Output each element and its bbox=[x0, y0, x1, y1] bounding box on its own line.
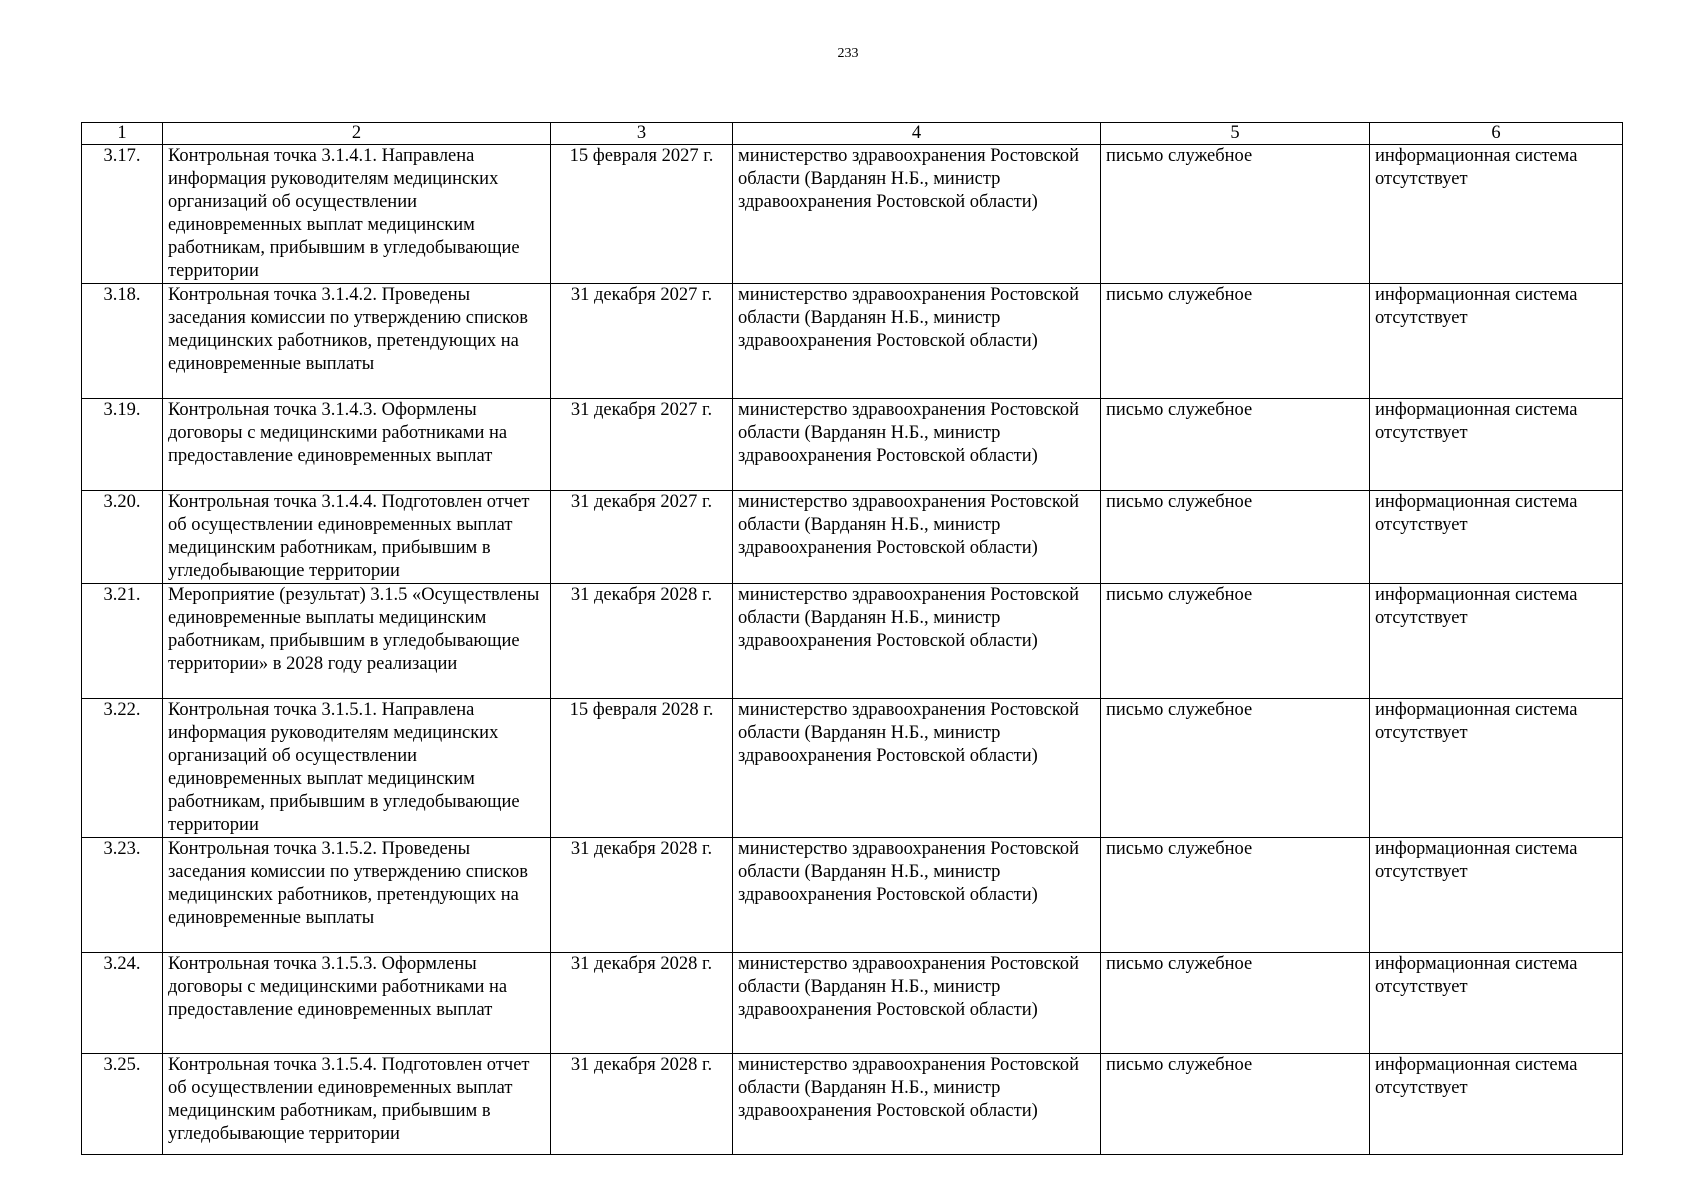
row-document: письмо служебное bbox=[1101, 399, 1370, 491]
row-system: информационная система отсутствует bbox=[1370, 584, 1623, 699]
table-row bbox=[82, 399, 1623, 491]
header-row bbox=[82, 123, 1623, 145]
row-responsible: министерство здравоохранения Ростовской области (Варданян Н.Б., министр здравоохранения Ростовской области) bbox=[733, 399, 1101, 491]
table-row bbox=[82, 491, 1623, 584]
header-cell-3: 3 bbox=[551, 123, 733, 145]
table-row bbox=[82, 838, 1623, 953]
table-row bbox=[82, 699, 1623, 838]
row-system: информационная система отсутствует bbox=[1370, 699, 1623, 838]
row-number: 3.22. bbox=[82, 699, 163, 838]
row-document: письмо служебное bbox=[1101, 953, 1370, 1054]
row-number: 3.23. bbox=[82, 838, 163, 953]
row-number: 3.25. bbox=[82, 1054, 163, 1155]
header-cell-5: 5 bbox=[1101, 123, 1370, 145]
row-system: информационная система отсутствует bbox=[1370, 838, 1623, 953]
table-row bbox=[82, 1054, 1623, 1155]
row-date: 31 декабря 2027 г. bbox=[551, 399, 733, 491]
row-document: письмо служебное bbox=[1101, 491, 1370, 584]
header-cell-6: 6 bbox=[1370, 123, 1623, 145]
row-name: Контрольная точка 3.1.4.1. Направлена информация руководителям медицинских организаций об осуществлении единовременных выплат медицинским работникам, прибывшим в угледобывающие территории bbox=[163, 145, 551, 284]
row-name: Контрольная точка 3.1.5.2. Проведены заседания комиссии по утверждению списков медицинских работников, претендующих на единовременные выплаты bbox=[163, 838, 551, 953]
row-system: информационная система отсутствует bbox=[1370, 953, 1623, 1054]
control-points-table bbox=[81, 122, 1623, 1155]
row-name: Мероприятие (результат) 3.1.5 «Осуществлены единовременные выплаты медицинским работникам, прибывшим в угледобывающие территории» в 2028 году реализации bbox=[163, 584, 551, 699]
row-name: Контрольная точка 3.1.5.4. Подготовлен отчет об осуществлении единовременных выплат медицинским работникам, прибывшим в угледобывающие территории bbox=[163, 1054, 551, 1155]
row-date: 31 декабря 2027 г. bbox=[551, 491, 733, 584]
row-number: 3.18. bbox=[82, 284, 163, 399]
row-number: 3.17. bbox=[82, 145, 163, 284]
row-name: Контрольная точка 3.1.4.4. Подготовлен отчет об осуществлении единовременных выплат медицинским работникам, прибывшим в угледобывающие территории bbox=[163, 491, 551, 584]
row-date: 15 февраля 2028 г. bbox=[551, 699, 733, 838]
row-responsible: министерство здравоохранения Ростовской области (Варданян Н.Б., министр здравоохранения Ростовской области) bbox=[733, 953, 1101, 1054]
row-date: 15 февраля 2027 г. bbox=[551, 145, 733, 284]
row-number: 3.19. bbox=[82, 399, 163, 491]
row-system: информационная система отсутствует bbox=[1370, 399, 1623, 491]
row-number: 3.21. bbox=[82, 584, 163, 699]
row-date: 31 декабря 2028 г. bbox=[551, 584, 733, 699]
row-responsible: министерство здравоохранения Ростовской области (Варданян Н.Б., министр здравоохранения Ростовской области) bbox=[733, 145, 1101, 284]
row-name: Контрольная точка 3.1.4.3. Оформлены договоры с медицинскими работниками на предоставление единовременных выплат bbox=[163, 399, 551, 491]
row-document: письмо служебное bbox=[1101, 699, 1370, 838]
row-system: информационная система отсутствует bbox=[1370, 284, 1623, 399]
row-responsible: министерство здравоохранения Ростовской области (Варданян Н.Б., министр здравоохранения Ростовской области) bbox=[733, 1054, 1101, 1155]
table-row bbox=[82, 584, 1623, 699]
row-name: Контрольная точка 3.1.5.3. Оформлены договоры с медицинскими работниками на предоставление единовременных выплат bbox=[163, 953, 551, 1054]
header-cell-2: 2 bbox=[163, 123, 551, 145]
row-date: 31 декабря 2028 г. bbox=[551, 953, 733, 1054]
row-document: письмо служебное bbox=[1101, 145, 1370, 284]
row-document: письмо служебное bbox=[1101, 284, 1370, 399]
row-date: 31 декабря 2027 г. bbox=[551, 284, 733, 399]
row-name: Контрольная точка 3.1.4.2. Проведены заседания комиссии по утверждению списков медицинских работников, претендующих на единовременные выплаты bbox=[163, 284, 551, 399]
row-number: 3.24. bbox=[82, 953, 163, 1054]
page-number: 233 bbox=[837, 46, 859, 61]
row-responsible: министерство здравоохранения Ростовской области (Варданян Н.Б., министр здравоохранения Ростовской области) bbox=[733, 838, 1101, 953]
row-responsible: министерство здравоохранения Ростовской области (Варданян Н.Б., министр здравоохранения Ростовской области) bbox=[733, 699, 1101, 838]
row-responsible: министерство здравоохранения Ростовской области (Варданян Н.Б., министр здравоохранения Ростовской области) bbox=[733, 491, 1101, 584]
row-date: 31 декабря 2028 г. bbox=[551, 838, 733, 953]
row-number: 3.20. bbox=[82, 491, 163, 584]
row-name: Контрольная точка 3.1.5.1. Направлена информация руководителям медицинских организаций об осуществлении единовременных выплат медицинским работникам, прибывшим в угледобывающие территории bbox=[163, 699, 551, 838]
row-document: письмо служебное bbox=[1101, 584, 1370, 699]
row-system: информационная система отсутствует bbox=[1370, 491, 1623, 584]
table-row bbox=[82, 953, 1623, 1054]
row-responsible: министерство здравоохранения Ростовской области (Варданян Н.Б., министр здравоохранения Ростовской области) bbox=[733, 284, 1101, 399]
row-date: 31 декабря 2028 г. bbox=[551, 1054, 733, 1155]
row-document: письмо служебное bbox=[1101, 838, 1370, 953]
row-system: информационная система отсутствует bbox=[1370, 1054, 1623, 1155]
table-row bbox=[82, 284, 1623, 399]
header-cell-4: 4 bbox=[733, 123, 1101, 145]
row-document: письмо служебное bbox=[1101, 1054, 1370, 1155]
table-row bbox=[82, 145, 1623, 284]
row-responsible: министерство здравоохранения Ростовской области (Варданян Н.Б., министр здравоохранения Ростовской области) bbox=[733, 584, 1101, 699]
header-cell-1: 1 bbox=[82, 123, 163, 145]
row-system: информационная система отсутствует bbox=[1370, 145, 1623, 284]
